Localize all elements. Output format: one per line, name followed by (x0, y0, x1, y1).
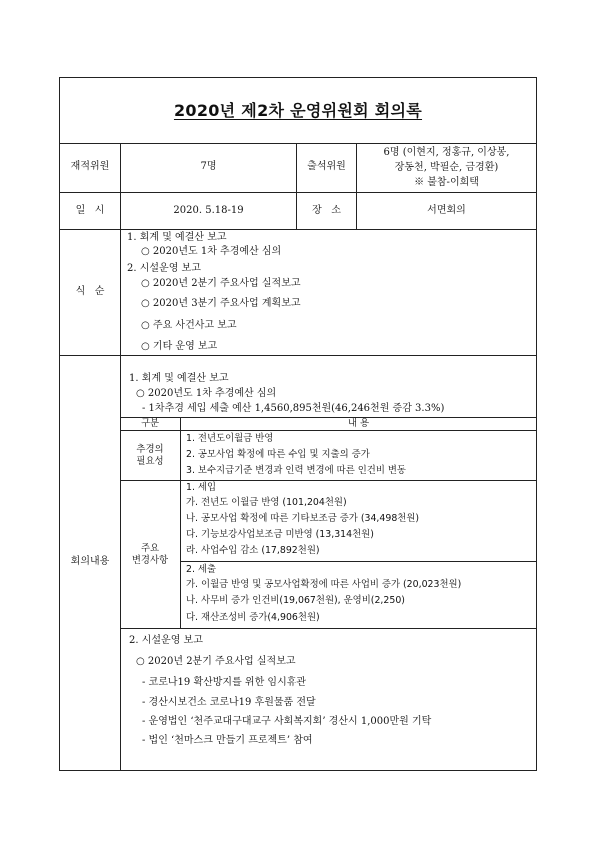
agenda-label: 식 순 (75, 286, 105, 297)
agenda-item: 2. 시설운영 보고 (127, 263, 201, 274)
content-sub-1-detail: - 1차추경 세입 세출 예산 1,4560,895천원(46,246천원 증감 3.3%) (142, 403, 445, 414)
agenda-item: ○ 2020년도 1차 추경예산 심의 (141, 246, 282, 257)
content-label: 회의내용 (70, 556, 110, 567)
members-value: 7명 (200, 161, 217, 172)
page-title-text: 2020년 제2차 운영위원회 회의록 (173, 101, 423, 120)
income-item: 나. 공모사업 확정에 따른 기타보조금 증가 (34,498천원) (186, 513, 420, 524)
attend-label: 출석위원 (307, 161, 346, 172)
content-sub-2: ○ 2020년 2분기 주요사업 실적보고 (136, 656, 296, 667)
expense-item: 가. 이월금 반영 및 공모사업확정에 따른 사업비 증가 (20,023천원) (186, 579, 462, 590)
income-item: 가. 전년도 이월금 반영 (101,204천원) (186, 497, 347, 508)
agenda-item: ○ 기타 운영 보고 (141, 341, 218, 352)
attend-line3: ※ 불참-이희택 (414, 177, 479, 188)
rule-agenda-bottom (60, 355, 536, 356)
attend-line1: 6명 (이현지, 정홍규, 이상봉, (383, 147, 510, 158)
agenda-item: ○ 2020년 2분기 주요사업 실적보고 (141, 278, 301, 289)
report-item: - 법인 ‘천마스크 만들기 프로젝트’ 참여 (142, 735, 313, 746)
need-item: 2. 공모사업 확정에 따른 수입 및 지출의 증가 (186, 449, 370, 460)
table-column-divider (180, 417, 181, 628)
report-item: - 경산시보건소 코로나19 후원물품 전달 (142, 697, 316, 708)
need-item: 3. 보수지급기준 변경과 인력 변경에 따른 인건비 변동 (186, 465, 406, 476)
rule-title-bottom (60, 143, 536, 144)
attend-line2: 장동천, 박필순, 금경환) (394, 162, 499, 173)
page-title (60, 98, 536, 121)
expense-item: 2. 세출 (186, 564, 217, 575)
date-label: 일 시 (75, 205, 105, 216)
table-header-bottom (120, 430, 536, 431)
income-item: 1. 세입 (186, 482, 217, 493)
agenda-item: ○ 주요 사건사고 보고 (141, 320, 237, 331)
change-label-line1: 주요 (140, 543, 160, 554)
table-header-content: 내 용 (347, 418, 370, 429)
agenda-item: ○ 2020년 3분기 주요사업 계획보고 (141, 298, 301, 309)
report-item: - 코로나19 확산방지를 위한 임시휴관 (142, 677, 307, 688)
place-value: 서면회의 (427, 205, 466, 216)
expense-item: 다. 재산조성비 증가(4,906천원) (186, 612, 320, 623)
rule-date-bottom (60, 229, 536, 230)
change-label-line2: 변경사항 (131, 555, 169, 566)
expense-item: 나. 사무비 증가 인건비(19,067천원), 운영비(2,250) (186, 595, 405, 606)
content-heading-2: 2. 시설운영 보고 (129, 635, 203, 646)
income-item: 다. 기능보강사업보조금 미반영 (13,314천원) (186, 529, 374, 540)
table-need-bottom (120, 480, 536, 481)
agenda-item: 1. 회계 및 예결산 보고 (127, 232, 227, 243)
content-heading-1: 1. 회계 및 예결산 보고 (129, 373, 229, 384)
need-label-line1: 추경의 (136, 444, 164, 455)
need-item: 1. 전년도이월금 반영 (186, 433, 274, 444)
place-label: 장 소 (312, 205, 341, 216)
content-sub-1: ○ 2020년도 1차 추경예산 심의 (136, 388, 277, 399)
income-item: 라. 사업수입 감소 (17,892천원) (186, 545, 320, 556)
table-income-bottom (180, 561, 536, 562)
date-value: 2020. 5.18-19 (173, 205, 244, 216)
report-item: - 운영법인 ‘천주교대구대교구 사회복지회’ 경산시 1,000만원 기탁 (142, 716, 432, 727)
table-header-category: 구분 (140, 418, 160, 429)
table-bottom (120, 628, 536, 629)
need-label-line2: 필요성 (136, 456, 164, 467)
rule-info-bottom (60, 192, 536, 193)
members-label: 재적위원 (70, 161, 110, 172)
